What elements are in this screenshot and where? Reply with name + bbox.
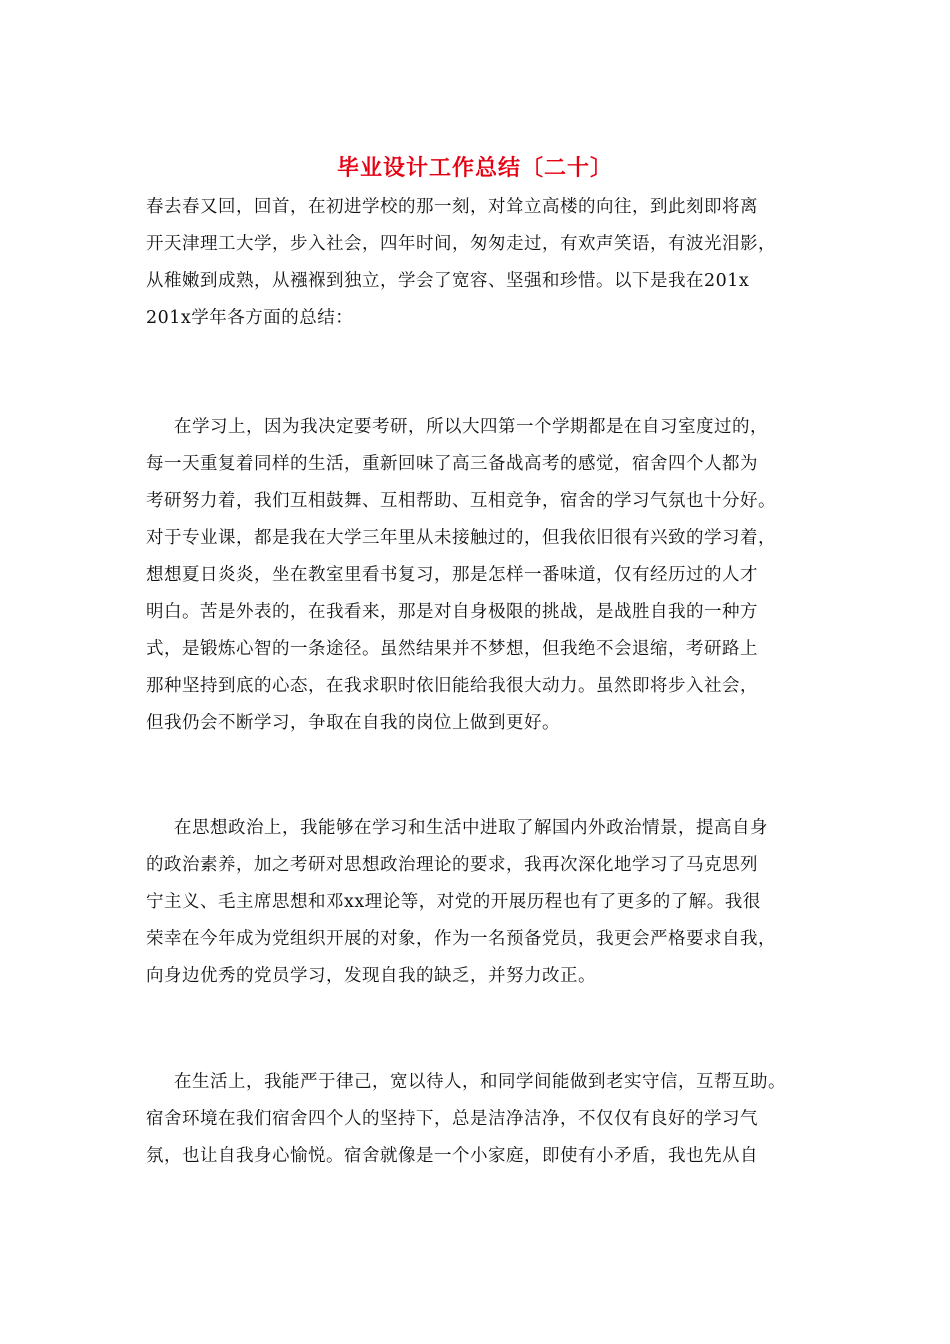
paragraph-intro bbox=[146, 189, 826, 337]
paragraph-line: 201x学年各方面的总结： bbox=[146, 308, 354, 328]
paragraph-life bbox=[146, 1064, 826, 1175]
paragraph-line: 在生活上，我能严于律己，宽以待人，和同学间能做到老实守信，互帮互助。 bbox=[174, 1072, 786, 1092]
paragraph-line: 开天津理工大学，步入社会，四年时间，匆匆走过，有欢声笑语，有波光泪影， bbox=[146, 234, 776, 254]
paragraph-line: 每一天重复着同样的生活，重新回味了高三备战高考的感觉，宿舍四个人都为 bbox=[146, 454, 758, 474]
paragraph-line: 氛，也让自我身心愉悦。宿舍就像是一个小家庭，即使有小矛盾，我也先从自 bbox=[146, 1146, 758, 1166]
paragraph-line: 春去春又回，回首，在初进学校的那一刻，对耸立高楼的向往，到此刻即将离 bbox=[146, 197, 758, 217]
paragraph-line: 的政治素养，加之考研对思想政治理论的要求，我再次深化地学习了马克思列 bbox=[146, 855, 758, 875]
paragraph-line: 明白。苦是外表的，在我看来，那是对自身极限的挑战，是战胜自我的一种方 bbox=[146, 602, 758, 622]
document-title: 毕业设计工作总结〔二十〕 bbox=[336, 155, 613, 181]
paragraph-line: 宁主义、毛主席思想和邓xx理论等，对党的开展历程也有了更多的了解。我很 bbox=[146, 892, 761, 912]
paragraph-line: 那种坚持到底的心态，在我求职时依旧能给我很大动力。虽然即将步入社会， bbox=[146, 676, 758, 696]
paragraph-politics bbox=[146, 810, 826, 995]
paragraph-line: 在学习上，因为我决定要考研，所以大四第一个学期都是在自习室度过的， bbox=[174, 417, 768, 437]
paragraph-line: 对于专业课，都是我在大学三年里从未接触过的，但我依旧很有兴致的学习着， bbox=[146, 528, 776, 548]
paragraph-line: 向身边优秀的党员学习，发现自我的缺乏，并努力改正。 bbox=[146, 966, 596, 986]
paragraph-line: 式，是锻炼心智的一条途径。虽然结果并不梦想，但我绝不会退缩，考研路上 bbox=[146, 639, 758, 659]
paragraph-line: 想想夏日炎炎，坐在教室里看书复习，那是怎样一番味道，仅有经历过的人才 bbox=[146, 565, 758, 585]
paragraph-line: 荣幸在今年成为党组织开展的对象，作为一名预备党员，我更会严格要求自我， bbox=[146, 929, 776, 949]
paragraph-line: 在思想政治上，我能够在学习和生活中进取了解国内外政治情景，提高自身 bbox=[174, 818, 768, 838]
paragraph-line: 从稚嫩到成熟，从襁褓到独立，学会了宽容、坚强和珍惜。以下是我在201x bbox=[146, 271, 750, 291]
paragraph-line: 宿舍环境在我们宿舍四个人的坚持下，总是洁净洁净，不仅仅有良好的学习气 bbox=[146, 1109, 758, 1129]
paragraph-line: 考研努力着，我们互相鼓舞、互相帮助、互相竞争，宿舍的学习气氛也十分好。 bbox=[146, 491, 776, 511]
paragraph-line: 但我仍会不断学习，争取在自我的岗位上做到更好。 bbox=[146, 713, 560, 733]
paragraph-study bbox=[146, 409, 826, 742]
